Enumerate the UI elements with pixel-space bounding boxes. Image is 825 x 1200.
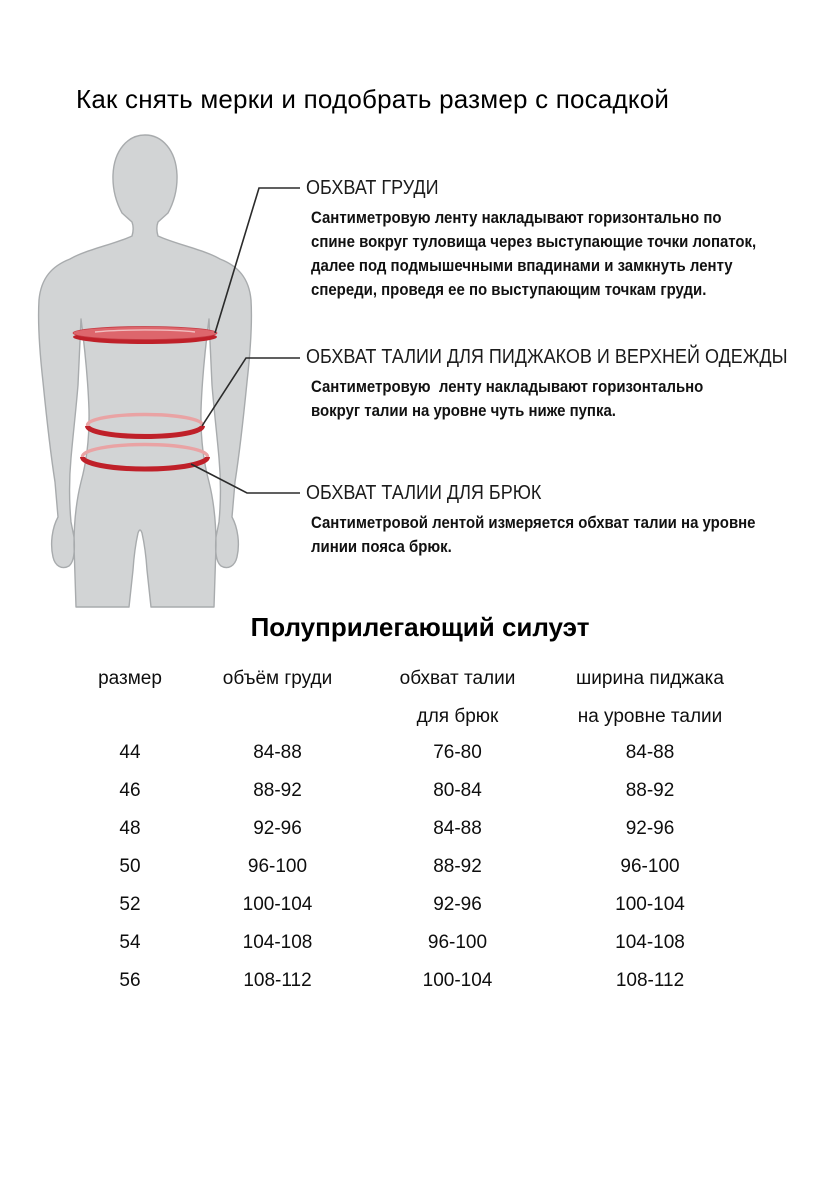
size-table-cell: 76-80	[433, 742, 482, 763]
section-chest	[306, 176, 806, 302]
instruction-line: Сантиметровую ленту накладывают горизонтально	[311, 377, 704, 396]
size-table-header-row-2	[80, 706, 760, 728]
size-table-cell: 80-84	[433, 780, 482, 801]
size-table-cell: 96-100	[427, 932, 488, 953]
header-chest: объём груди	[222, 668, 333, 689]
section-trouser-waist-text	[311, 511, 806, 559]
section-trouser-waist-heading: ОБХВАТ ТАЛИИ ДЛЯ БРЮК	[306, 482, 542, 504]
size-table-row	[80, 742, 760, 764]
size-table-row	[80, 894, 760, 916]
size-table-cell: 92-96	[253, 818, 302, 839]
size-table-cell: 96-100	[247, 856, 308, 877]
size-table-cell: 46	[119, 780, 141, 801]
size-table-title: Полуприлегающий силуэт	[250, 612, 590, 642]
body-measurement-figure	[0, 120, 320, 620]
size-table-cell: 92-96	[625, 818, 675, 839]
size-table-cell: 56	[119, 970, 141, 991]
instruction-line: спереди, проведя ее по выступающим точкам груди.	[311, 280, 707, 299]
header-jacket-width: ширина пиджака	[576, 668, 724, 689]
size-table-row	[80, 780, 760, 802]
size-table-cell: 100-104	[422, 970, 493, 991]
size-table-cell: 108-112	[615, 970, 685, 991]
page-title: Как снять мерки и подобрать размер с посадкой	[76, 84, 670, 114]
section-trouser-waist	[306, 481, 806, 559]
male-silhouette	[39, 135, 252, 607]
instruction-line: вокруг талии на уровне чуть ниже пупка.	[311, 401, 616, 420]
size-table-cell: 48	[119, 818, 141, 839]
size-table-cell: 88-92	[433, 856, 482, 877]
size-table-row	[80, 970, 760, 992]
size-table-cell: 108-112	[243, 970, 312, 991]
size-table-cell: 88-92	[625, 780, 675, 801]
instruction-line: Сантиметровой лентой измеряется обхват талии на уровне	[311, 513, 756, 532]
size-table-cell: 52	[119, 894, 141, 915]
header-size-line2	[80, 706, 180, 728]
header-jacket-width-line2: на уровне талии	[577, 706, 723, 727]
chest-band	[73, 327, 217, 345]
size-table-cell: 84-88	[625, 742, 675, 763]
section-jacket-waist-text	[311, 375, 806, 423]
size-table-row	[80, 856, 760, 878]
size-table-cell: 104-108	[615, 932, 685, 953]
header-chest-line2	[180, 706, 375, 728]
size-table-cell: 100-104	[242, 894, 313, 915]
instruction-line: Сантиметровую ленту накладывают горизонтально по	[311, 208, 722, 227]
size-table-cell: 92-96	[433, 894, 482, 915]
instruction-line: далее под подмышечными впадинами и замкнуть ленту	[311, 256, 733, 275]
instruction-line: линии пояса брюк.	[311, 537, 452, 556]
size-table-cell: 88-92	[253, 780, 302, 801]
header-size: размер	[98, 668, 162, 689]
size-table-cell: 50	[119, 856, 141, 877]
section-jacket-waist	[306, 345, 806, 423]
size-table-header-row-1	[80, 668, 760, 690]
section-chest-heading: ОБХВАТ ГРУДИ	[306, 177, 439, 199]
header-trouser-waist-line2: для брюк	[416, 706, 499, 727]
size-table-cell: 104-108	[242, 932, 313, 953]
size-table-cell: 44	[119, 742, 141, 763]
header-trouser-waist: обхват талии	[399, 668, 516, 689]
size-table-row	[80, 818, 760, 840]
size-table-row	[80, 932, 760, 954]
instruction-line: спине вокруг туловища через выступающие точки лопаток,	[311, 232, 757, 251]
size-table-cell: 96-100	[620, 856, 680, 877]
section-jacket-waist-heading: ОБХВАТ ТАЛИИ ДЛЯ ПИДЖАКОВ И ВЕРХНЕЙ ОДЕЖДЫ	[306, 346, 788, 368]
size-table-cell: 84-88	[253, 742, 302, 763]
size-table-cell: 54	[119, 932, 141, 953]
size-table-cell: 84-88	[433, 818, 482, 839]
size-table-cell: 100-104	[615, 894, 685, 915]
section-chest-text	[311, 206, 806, 302]
